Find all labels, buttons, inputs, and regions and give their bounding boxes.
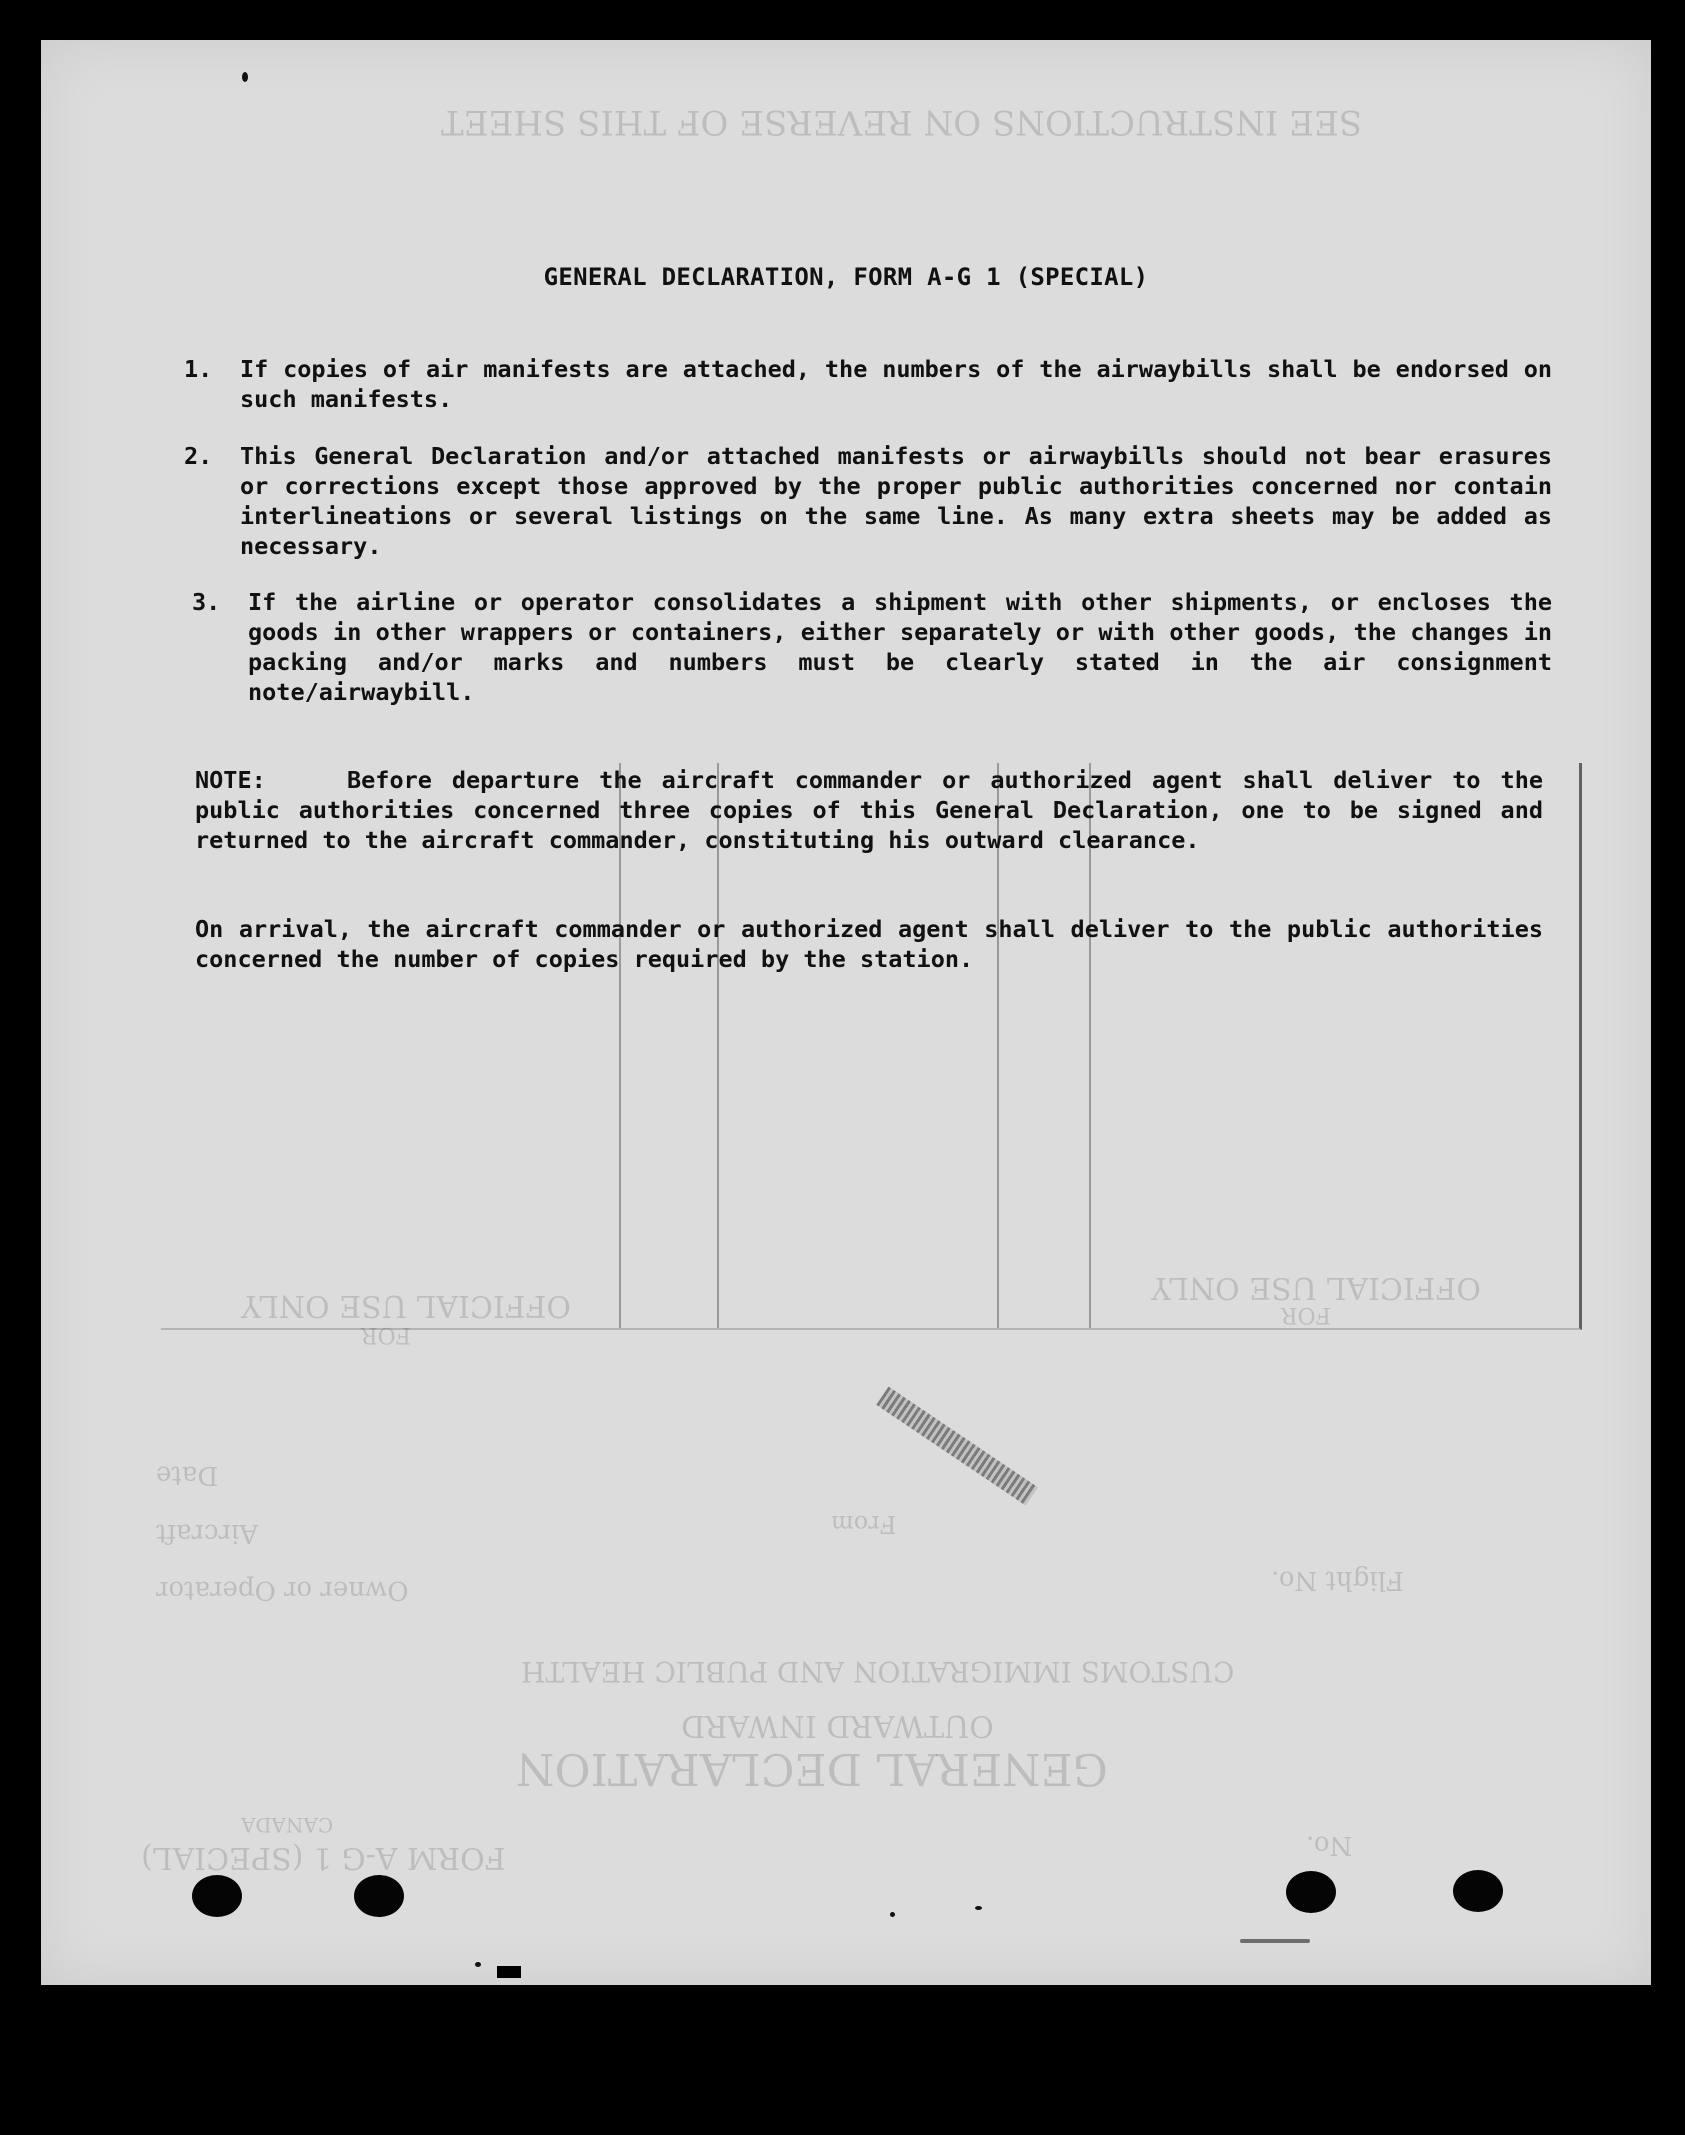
page-title: GENERAL DECLARATION, FORM A-G 1 (SPECIAL) [543, 263, 1149, 291]
note-label: NOTE: [195, 766, 266, 794]
ink-speck [890, 1912, 895, 1917]
item-text: This General Declaration and/or attached manifests or airwaybills should not bear erasures or corrections except those approved by the proper public authorities concerned nor contain interlineations or several listings on the same line. As many extra sheets may be added as necessary. [240, 442, 1552, 560]
bleed-for-left: FOR [361, 1322, 411, 1347]
bleed-outward-inward: OUTWARD INWARD [681, 1708, 994, 1743]
bleed-flight-no: Flight No. [1271, 1565, 1404, 1595]
punch-hole [1286, 1871, 1336, 1913]
ink-speck [475, 1962, 481, 1967]
item-text: If copies of air manifests are attached, the numbers of the airwaybills shall be endorsed on such manifests. [240, 355, 1552, 413]
bleed-canada: CANADA [241, 1813, 334, 1837]
ink-speck [975, 1906, 982, 1910]
instruction-item-2 [184, 441, 1552, 561]
note-paragraph [195, 765, 1543, 855]
bleed-customs: CUSTOMS IMMIGRATION AND PUBLIC HEALTH [521, 1655, 1235, 1688]
bleed-official-left: OFFICIAL USE ONLY [241, 1288, 571, 1323]
bleed-no: No. [1306, 1830, 1353, 1860]
bleed-official-right: OFFICIAL USE ONLY [1151, 1270, 1481, 1305]
item-number: 1. [184, 355, 213, 383]
punch-hole [354, 1875, 404, 1917]
item-number: 2. [184, 442, 213, 470]
ink-speck [1240, 1939, 1310, 1943]
bleed-aircraft: Aircraft [156, 1518, 259, 1548]
ink-speck [242, 72, 248, 82]
item-number: 3. [192, 588, 221, 616]
bleed-top-heading: SEE INSTRUCTIONS ON REVERSE OF THIS SHEET [441, 102, 1363, 142]
punch-hole [192, 1875, 242, 1917]
bleed-for-right: FOR [1281, 1302, 1331, 1327]
instruction-item-3 [192, 587, 1552, 707]
item-text: If the airline or operator consolidates a shipment with other shipments, or encloses the goods in other wrappers or containers, either separately or with other goods, the changes in packing and/or marks and numbers must be clearly stated in the air consignment note/airwaybill. [248, 588, 1552, 706]
bleed-general-declaration: GENERAL DECLARATION [516, 1743, 1108, 1794]
bleed-date: Date [156, 1460, 219, 1490]
punch-hole [1453, 1870, 1503, 1912]
ink-speck [497, 1966, 521, 1978]
bleed-from: From [831, 1510, 897, 1538]
document-sheet [41, 40, 1651, 1985]
instruction-item-1 [184, 354, 1552, 414]
declaration-content [41, 40, 1651, 1985]
arrival-paragraph: On arrival, the aircraft commander or authorized agent shall deliver to the public authorities concerned the number of copies required by the station. [195, 915, 1543, 973]
note-text: Before departure the aircraft commander or authorized agent shall deliver to the public authorities concerned three copies of this General Declaration, one to be signed and returned to the aircraft commander, constituting his outward clearance. [195, 766, 1543, 854]
bleed-form: FORM A-G 1 (SPECIAL) [141, 1840, 506, 1875]
bleed-owner-operator: Owner or Operator [156, 1575, 409, 1605]
